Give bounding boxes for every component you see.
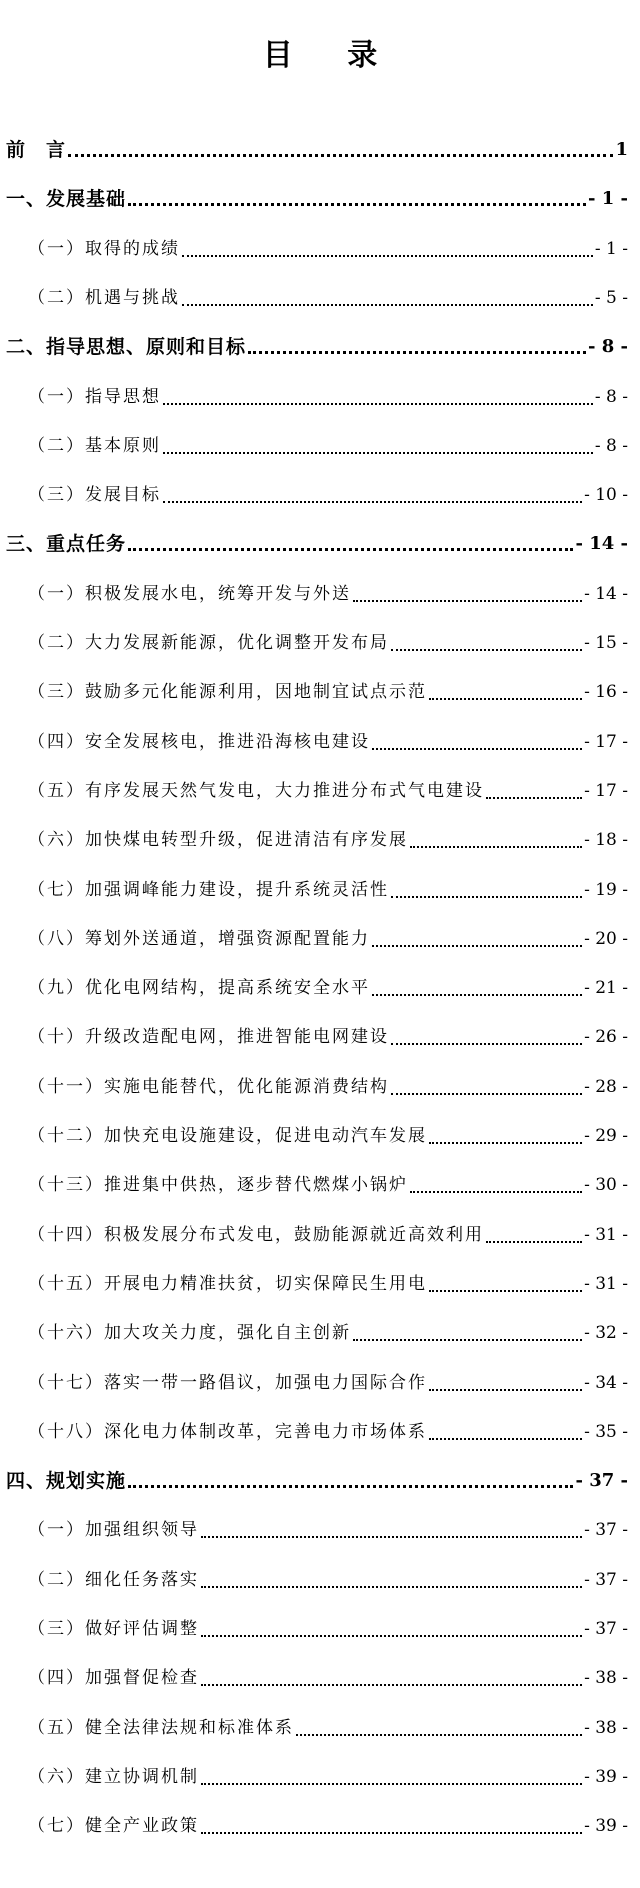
toc-entry-page-number: - 10 - [584,485,628,506]
dot-leader [201,1536,582,1538]
dot-leader [486,797,582,799]
toc-entry[interactable] [28,481,628,509]
toc-entry-page-number: - 16 - [584,682,628,703]
toc-entry[interactable] [28,1615,628,1643]
toc-entry-label: （三）做好评估调整 [28,1619,199,1639]
toc-entry[interactable] [28,432,628,460]
toc-entry-label: （二）细化任务落实 [28,1569,199,1590]
toc-entry-label: （十四）积极发展分布式发电，鼓励能源就近高效利用 [28,1224,484,1245]
dot-leader [163,501,582,503]
toc-entry-label: （一）加强组织领导 [28,1520,199,1541]
toc-entry-page-number: - 15 - [584,633,628,653]
toc-entry-label: （五）健全法律法规和标准体系 [28,1717,294,1738]
toc-entry-page-number: - 37 - [584,1569,628,1590]
dot-leader [486,1241,582,1243]
toc-entry-page-number: - 31 - [584,1224,628,1245]
toc-entry-label: （二）大力发展新能源，优化调整开发布局 [28,633,389,653]
toc-entry-page-number: - 35 - [584,1421,628,1442]
dot-leader [296,1734,582,1736]
toc-entry-label: （三）鼓励多元化能源利用，因地制宜试点示范 [28,682,427,703]
toc-entry-label: （十六）加大攻关力度，强化自主创新 [28,1323,351,1344]
toc-entry-label: （十三）推进集中供热，逐步替代燃煤小锅炉 [28,1175,408,1196]
toc-entry[interactable] [28,1812,628,1840]
toc-entry[interactable] [6,1467,628,1495]
toc-entry-page-number: - 34 - [584,1372,628,1393]
toc-entry-label: （六）建立协调机制 [28,1766,199,1787]
toc-entry-label: （二）机遇与挑战 [28,287,180,308]
toc-entry-label: 前 言 [6,139,67,161]
toc-entry-label: 一、发展基础 [6,188,127,211]
dot-leader [429,698,582,700]
toc-entry[interactable] [28,1270,628,1298]
dot-leader [391,896,582,898]
toc-entry-label: （八）筹划外送通道，增强资源配置能力 [28,928,370,949]
toc-entry-label: （五）有序发展天然气发电，大力推进分布式气电建设 [28,780,484,801]
toc-entry[interactable] [28,629,628,657]
toc-entry-label: （四）加强督促检查 [28,1668,199,1689]
toc-entry[interactable] [28,1763,628,1791]
toc-entry-page-number: - 39 - [584,1766,628,1787]
toc-entry-label: （十五）开展电力精准扶贫，切实保障民生用电 [28,1273,427,1294]
toc-entry-page-number: - 38 - [584,1717,628,1738]
toc-entry[interactable] [28,777,628,805]
dot-leader [372,994,582,996]
dot-leader [248,351,586,354]
toc-entry[interactable] [6,136,628,164]
toc-entry-page-number: - 20 - [584,928,628,949]
toc-entry-page-number: - 37 - [575,1470,628,1492]
toc-entry-page-number: - 5 - [594,287,628,308]
toc-entry-page-number: - 8 - [588,336,628,358]
toc-entry-label: （一）积极发展水电，统筹开发与外送 [28,583,351,604]
dot-leader [68,154,613,157]
toc-entry-label: （一）取得的成绩 [28,238,180,259]
dot-leader [201,1783,582,1785]
toc-entry-label: （六）加快煤电转型升级，促进清洁有序发展 [28,830,408,851]
toc-entry[interactable] [28,1073,628,1101]
page-title: 目 录 [262,38,400,73]
toc-entry-label: （十）升级改造配电网，推进智能电网建设 [28,1027,389,1048]
toc-entry[interactable] [28,284,628,312]
toc-entry[interactable] [28,1714,628,1742]
dot-leader [353,1339,582,1341]
toc-entry-page-number: - 21 - [584,978,628,999]
toc-entry-page-number: - 17 - [584,731,628,752]
toc-entry-page-number: 1 [615,139,628,160]
toc-entry-label: （十二）加快充电设施建设，促进电动汽车发展 [28,1126,427,1146]
dot-leader [410,1191,582,1193]
dot-leader [353,600,582,602]
toc-entry-page-number: - 28 - [584,1076,628,1097]
toc-entry[interactable] [6,185,628,213]
dot-leader [128,1485,573,1488]
toc-entry-label: （九）优化电网结构，提高系统安全水平 [28,978,370,999]
toc-entry-label: （七）健全产业政策 [28,1816,199,1837]
toc-entry[interactable] [28,1319,628,1347]
dot-leader [391,649,582,651]
dot-leader [182,255,593,257]
toc-entry[interactable] [28,1418,628,1446]
toc-entry-page-number: - 1 - [588,188,628,210]
toc-entry[interactable] [28,1664,628,1692]
toc-entry-page-number: - 39 - [584,1816,628,1837]
toc-entry[interactable] [6,333,628,361]
toc-entry[interactable] [28,728,628,756]
toc-entry-page-number: - 29 - [584,1126,628,1146]
toc-entry-page-number: - 37 - [584,1619,628,1639]
dot-leader [201,1635,582,1637]
toc-entry[interactable] [28,1122,628,1150]
toc-entry[interactable] [28,383,628,411]
toc-entry[interactable] [28,925,628,953]
dot-leader [429,1389,582,1391]
toc-entry[interactable] [28,678,628,706]
toc-entry-page-number: - 18 - [584,830,628,851]
toc-entry-label: 三、重点任务 [6,533,127,556]
dot-leader [182,304,593,306]
toc-entry[interactable] [28,1023,628,1051]
toc-entry-page-number: - 14 - [575,533,628,555]
toc-entry[interactable] [28,1516,628,1544]
dot-leader [372,945,582,947]
toc-entry-page-number: - 19 - [584,879,628,900]
toc-entry-page-number: - 26 - [584,1027,628,1048]
toc-entry-page-number: - 38 - [584,1668,628,1689]
toc-entry-page-number: - 37 - [584,1520,628,1541]
toc-entry[interactable] [28,826,628,854]
toc-entry[interactable] [28,974,628,1002]
toc-entry-page-number: - 30 - [584,1175,628,1196]
toc-entry-label: （四）安全发展核电，推进沿海核电建设 [28,731,370,752]
dot-leader [372,748,582,750]
toc-entry-page-number: - 17 - [584,780,628,801]
dot-leader [391,1093,582,1095]
toc-entry-label: （二）基本原则 [28,435,161,456]
toc-entry-label: （十八）深化电力体制改革，完善电力市场体系 [28,1421,427,1442]
dot-leader [410,846,582,848]
dot-leader [128,548,573,551]
dot-leader [163,452,593,454]
dot-leader [163,403,593,405]
dot-leader [201,1684,582,1686]
toc-entry[interactable] [6,530,628,558]
toc-entry-label: （十一）实施电能替代，优化能源消费结构 [28,1076,389,1097]
toc-entry[interactable] [28,1566,628,1594]
toc-entry-label: （十七）落实一带一路倡议，加强电力国际合作 [28,1372,427,1393]
toc-entry-page-number: - 1 - [594,238,628,259]
toc-entry-label: （三）发展目标 [28,485,161,506]
toc-entry[interactable] [28,1221,628,1249]
dot-leader [128,203,586,206]
toc-entry-page-number: - 8 - [594,435,628,456]
toc-entry-label: 四、规划实施 [6,1470,127,1493]
toc-entry-page-number: - 32 - [584,1323,628,1344]
toc-entry-label: （一）指导思想 [28,386,161,407]
toc-entry-page-number: - 31 - [584,1273,628,1294]
dot-leader [429,1438,582,1440]
toc-entry-page-number: - 8 - [594,386,628,407]
toc-entry[interactable] [28,1369,628,1397]
dot-leader [201,1586,582,1588]
toc-entry-label: 二、指导思想、原则和目标 [6,336,247,359]
toc-entry-page-number: - 14 - [584,583,628,604]
toc-entry-label: （七）加强调峰能力建设，提升系统灵活性 [28,879,389,900]
dot-leader [429,1290,582,1292]
toc-entry[interactable] [28,876,628,904]
dot-leader [201,1832,582,1834]
toc-entry[interactable] [28,580,628,608]
dot-leader [429,1142,582,1144]
dot-leader [391,1043,582,1045]
toc-entry[interactable] [28,1171,628,1199]
toc-entry[interactable] [28,235,628,263]
